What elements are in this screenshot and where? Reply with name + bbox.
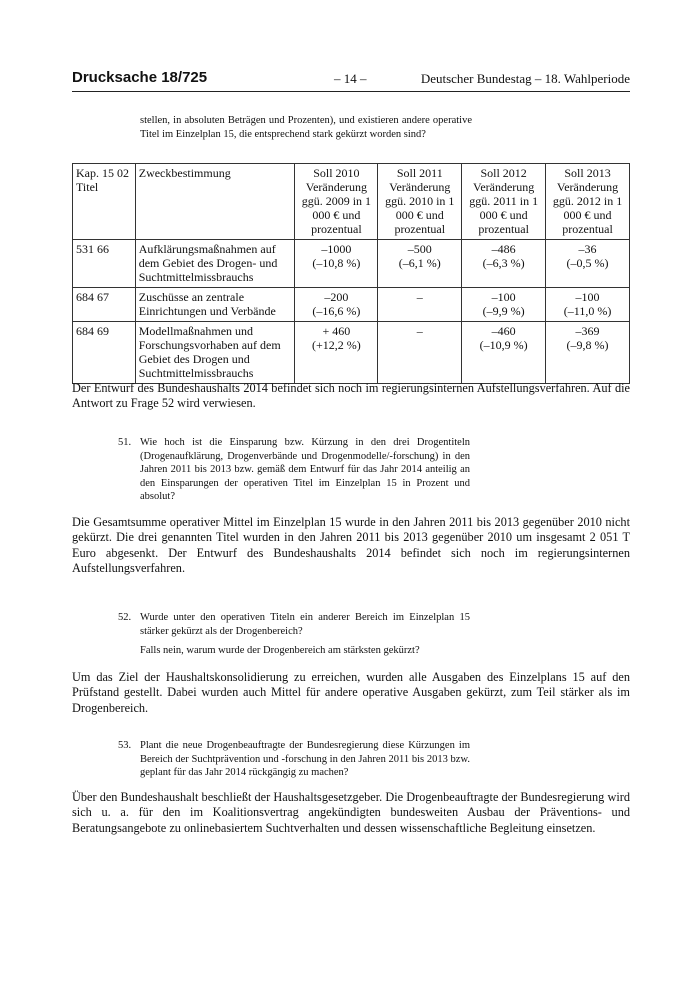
question-52 bbox=[118, 611, 470, 658]
question-continuation: stellen, in absoluten Beträgen und Prozenten), und existieren andere operative Titel im Einzelplan 15, die entsprechend stark gekürzt worden sind? bbox=[140, 115, 472, 140]
header-zweck: Zweckbestimmung bbox=[135, 164, 295, 240]
page-number: – 14 – bbox=[334, 71, 367, 86]
document-number: Drucksache 18/725 bbox=[72, 69, 208, 86]
cell-titel: 684 67 bbox=[73, 288, 136, 322]
answer-53: Über den Bundeshaushalt beschließt der Haushaltsgesetzgeber. Die Drogenbeauftragte der Bundesregierung wird sich u. a. für den im Koalitionsvertrag angekündigten bundesweiten Ausbau der Präventions- und Beratungsangebote zu onlinebasiertem Suchtverhalten und dessen wissenschaftliche Begleitung einsetzen. bbox=[72, 790, 630, 835]
cell-2013: –369 (–9,8 %) bbox=[546, 322, 630, 384]
answer-52: Um das Ziel der Haushaltskonsolidierung zu erreichen, wurden alle Ausgaben des Einzelplans 15 auf den Prüfstand gestellt. Dabei wurden auch Mittel für andere operative Ausgaben gekürzt, zum Teil stärker als im Drogenbereich. bbox=[72, 670, 630, 715]
answer-paragraph: Der Entwurf des Bundeshaushalts 2014 befindet sich noch im regierungsinternen Aufstellungsverfahren. Auf die Antwort zu Frage 52 wird verwiesen. bbox=[72, 381, 630, 411]
question-51 bbox=[118, 436, 470, 504]
cell-2011: – bbox=[378, 322, 462, 384]
cell-2012: –486 (–6,3 %) bbox=[462, 240, 546, 288]
cell-2012: –460 (–10,9 %) bbox=[462, 322, 546, 384]
question-subtext: Falls nein, warum wurde der Drogenbereich am stärksten gekürzt? bbox=[140, 645, 420, 657]
cell-2013: –100 (–11,0 %) bbox=[546, 288, 630, 322]
cell-2012: –100 (–9,9 %) bbox=[462, 288, 546, 322]
header-soll-2012: Soll 2012 Veränderung ggü. 2011 in 1 000 € und prozentual bbox=[462, 164, 546, 240]
question-number: 53. bbox=[118, 740, 132, 751]
header-titel: Kap. 15 02 Titel bbox=[73, 164, 136, 240]
cell-zweck: Zuschüsse an zentrale Einrichtungen und Verbände bbox=[135, 288, 295, 322]
question-number: 52. bbox=[118, 612, 132, 623]
cell-2011: –500 (–6,1 %) bbox=[378, 240, 462, 288]
table-header-row bbox=[73, 164, 630, 240]
budget-table bbox=[72, 163, 630, 384]
table-row bbox=[73, 322, 630, 384]
header-divider bbox=[72, 91, 630, 92]
cell-zweck: Aufklärungsmaßnahmen auf dem Gebiet des Drogen- und Suchtmittelmissbrauchs bbox=[135, 240, 295, 288]
page-header bbox=[72, 69, 630, 91]
cell-titel: 684 69 bbox=[73, 322, 136, 384]
cell-2013: –36 (–0,5 %) bbox=[546, 240, 630, 288]
institution-label: Deutscher Bundestag – 18. Wahlperiode bbox=[420, 71, 630, 86]
question-text: Wurde unter den operativen Titeln ein anderer Bereich im Einzelplan 15 stärker gekürzt als der Drogenbereich? bbox=[140, 612, 470, 637]
table-row bbox=[73, 240, 630, 288]
cell-zweck: Modellmaßnahmen und Forschungsvorhaben auf dem Gebiet des Drogen und Suchtmittelmissbrauchs bbox=[135, 322, 295, 384]
question-text: Wie hoch ist die Einsparung bzw. Kürzung in den drei Drogentiteln (Drogenaufklärung, Drogenverbände und Drogenmodelle/-forschung) in den Jahren 2011 bis 2013 bzw. gemäß dem Entwurf für das Jahr 2014 anteilig an den Einsparungen der operativen Titel im Einzelplan 15 in Prozent und absolut? bbox=[140, 437, 470, 503]
cell-2010: –1000 (–10,8 %) bbox=[295, 240, 378, 288]
question-53 bbox=[118, 739, 470, 780]
answer-51: Die Gesamtsumme operativer Mittel im Einzelplan 15 wurde in den Jahren 2011 bis 2013 gegenüber 2010 nicht gekürzt. Die drei genannten Titel wurden in den Jahren 2011 bis 2013 gegenüber 2010 um insgesamt 2 051 T Euro abgesenkt. Der Entwurf des Bundeshaushalts 2014 befindet sich noch im regierungsinternen Aufstellungsverfahren. bbox=[72, 515, 630, 575]
question-text: Plant die neue Drogenbeauftragte der Bundesregierung diese Kürzungen im Bereich der Suchtprävention und -forschung in den Jahren 2011 bis 2013 bzw. geplant für das Jahr 2014 rückgängig zu machen? bbox=[140, 740, 470, 779]
cell-titel: 531 66 bbox=[73, 240, 136, 288]
table-row bbox=[73, 288, 630, 322]
cell-2010: + 460 (+12,2 %) bbox=[295, 322, 378, 384]
header-soll-2013: Soll 2013 Veränderung ggü. 2012 in 1 000 € und prozentual bbox=[546, 164, 630, 240]
cell-2010: –200 (–16,6 %) bbox=[295, 288, 378, 322]
question-number: 51. bbox=[118, 437, 132, 448]
header-soll-2011: Soll 2011 Veränderung ggü. 2010 in 1 000 € und prozentual bbox=[378, 164, 462, 240]
header-soll-2010: Soll 2010 Veränderung ggü. 2009 in 1 000 € und prozentual bbox=[295, 164, 378, 240]
cell-2011: – bbox=[378, 288, 462, 322]
